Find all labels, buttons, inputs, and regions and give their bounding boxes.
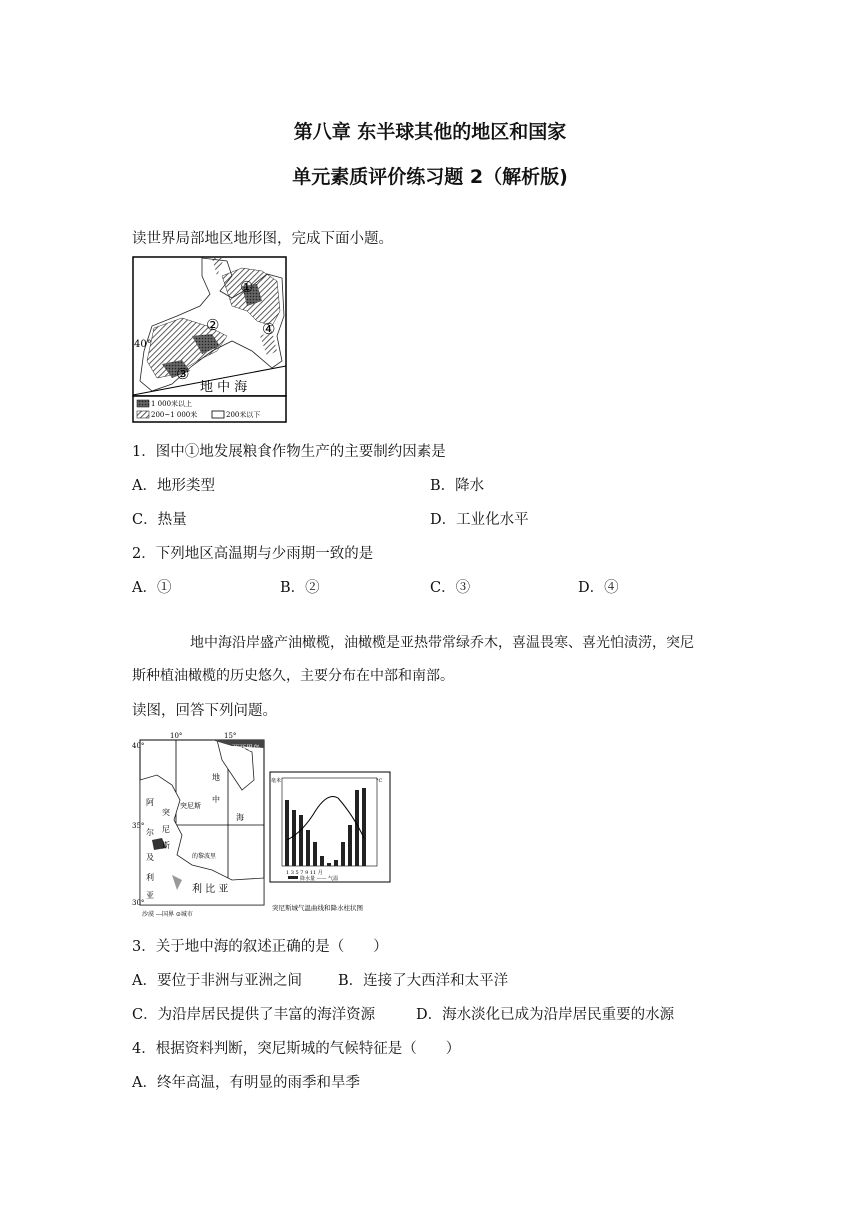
svg-text:200米以下: 200米以下: [226, 411, 261, 419]
sea-label: 地 中 海: [200, 380, 248, 395]
svg-text:200~1 000米: 200~1 000米: [151, 411, 198, 419]
question-3-option-b[interactable]: B．连接了大西洋和太平洋: [338, 973, 509, 989]
lat-label: 40°: [134, 339, 152, 350]
question-2-stem: 2．下列地区高温期与少雨期一致的是: [132, 546, 374, 562]
svg-text:35°: 35°: [132, 822, 145, 830]
question-1-option-d[interactable]: D．工业化水平: [430, 512, 529, 528]
svg-text:利: 利: [146, 873, 154, 882]
svg-text:15°: 15°: [224, 732, 237, 740]
question-3-stem: 3．关于地中海的叙述正确的是（ ）: [132, 939, 388, 955]
passage-line-3: 读图，回答下列问题。: [132, 703, 277, 719]
question-2-option-b[interactable]: B．②: [280, 580, 320, 596]
svg-text:突: 突: [162, 808, 170, 817]
svg-text:10°: 10°: [170, 732, 183, 740]
svg-text:40°: 40°: [132, 742, 145, 750]
marker-3-4: ④: [262, 320, 276, 338]
tunisia-map-graphic: [132, 730, 267, 920]
svg-text:°C: °C: [376, 778, 383, 784]
svg-text:沙漠 ---国界 ⊙城市: 沙漠 ---国界 ⊙城市: [142, 911, 193, 918]
svg-text:中: 中: [212, 795, 220, 804]
question-3-option-d[interactable]: D．海水淡化已成为沿岸居民重要的水源: [416, 1007, 675, 1023]
svg-text:尔: 尔: [146, 828, 154, 837]
svg-text:尼: 尼: [162, 825, 170, 834]
passage-line-2: 斯种植油橄榄的历史悠久，主要分布在中部和南部。: [132, 668, 454, 684]
svg-text:降水量 —— 气温: 降水量 —— 气温: [300, 876, 339, 882]
marker-3: ③: [176, 365, 190, 383]
marker-1: ①: [240, 278, 254, 296]
intro-text: 读世界局部地区地形图，完成下面小题。: [132, 231, 393, 247]
svg-text:阿: 阿: [146, 798, 154, 807]
svg-text:30°: 30°: [132, 899, 145, 907]
question-4-option-a[interactable]: A．终年高温，有明显的雨季和旱季: [132, 1075, 360, 1091]
question-1-option-b[interactable]: B．降水: [430, 478, 485, 494]
climate-chart: [268, 770, 393, 918]
svg-text:毫米: 毫米: [271, 778, 282, 784]
question-2-option-c[interactable]: C．③: [430, 580, 471, 596]
svg-text:西西里岛: 西西里岛: [232, 744, 260, 752]
terrain-map-graphic: [132, 256, 288, 424]
svg-text:亚: 亚: [146, 891, 154, 900]
terrain-map: [132, 256, 288, 424]
question-2-option-a[interactable]: A．①: [132, 580, 172, 596]
svg-text:地: 地: [212, 773, 220, 782]
question-1-stem: 1．图中①地发展粮食作物生产的主要制约因素是: [132, 444, 446, 460]
question-4-stem: 4．根据资料判断，突尼斯城的气候特征是（ ）: [132, 1041, 461, 1057]
page-title: 第八章 东半球其他的地区和国家: [293, 121, 567, 143]
page-subtitle: 单元素质评价练习题 2（解析版): [292, 166, 568, 188]
svg-text:利 比 亚: 利 比 亚: [192, 884, 229, 895]
marker-2: ②: [206, 316, 220, 334]
question-1-option-a[interactable]: A．地形类型: [132, 478, 215, 494]
question-2-option-d[interactable]: D．④: [578, 580, 619, 596]
svg-text:1 3 5 7 9 11 月: 1 3 5 7 9 11 月: [286, 870, 323, 876]
svg-text:及: 及: [146, 853, 154, 862]
svg-text:1 000米以上: 1 000米以上: [151, 400, 193, 408]
svg-text:斯: 斯: [162, 841, 170, 850]
question-1-option-c[interactable]: C．热量: [132, 512, 187, 528]
svg-text:突尼斯城气温曲线和降水柱状图: 突尼斯城气温曲线和降水柱状图: [272, 904, 363, 912]
svg-text:的黎波里: 的黎波里: [192, 853, 217, 860]
climate-chart-graphic: [268, 770, 393, 918]
question-3-option-a[interactable]: A．要位于非洲与亚洲之间: [132, 973, 302, 989]
svg-text:海: 海: [236, 813, 244, 822]
question-3-option-c[interactable]: C．为沿岸居民提供了丰富的海洋资源: [132, 1007, 376, 1023]
svg-text:突尼斯: 突尼斯: [180, 802, 201, 810]
tunisia-map: [132, 730, 267, 920]
passage-line-1: 地中海沿岸盛产油橄榄，油橄榄是亚热带常绿乔木，喜温畏寒、喜光怕渍涝，突尼: [190, 635, 694, 651]
